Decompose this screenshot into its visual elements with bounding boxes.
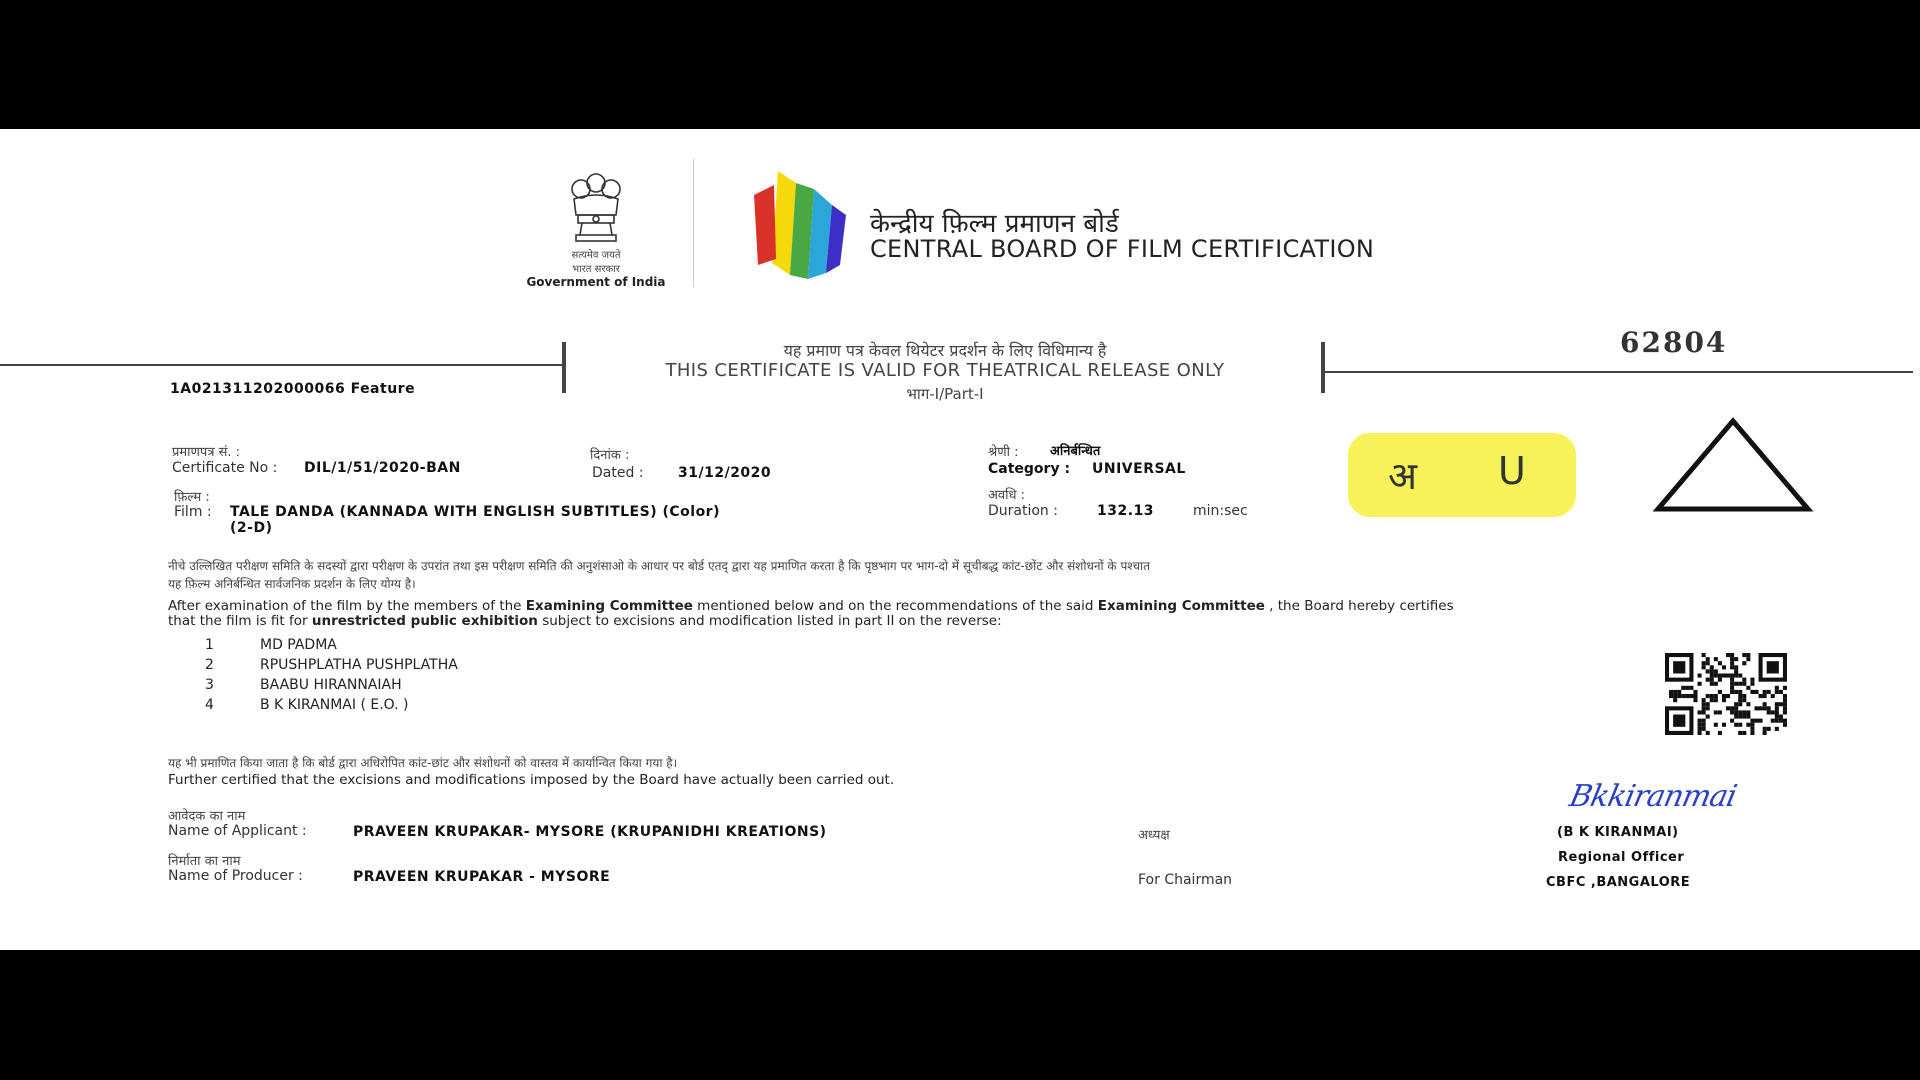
member-number: 3 — [205, 677, 214, 693]
cert-no-value: DIL/1/51/2020-BAN — [304, 460, 461, 476]
reference-number: 1A021311202000066 Feature — [170, 381, 416, 397]
list-item — [205, 697, 458, 717]
emblem-motto: सत्यमेव जयते — [571, 250, 621, 261]
duration-value: 132.13 — [1097, 503, 1155, 519]
film-format: (2-D) — [230, 520, 273, 536]
signature: Bkkiranmai — [1566, 779, 1740, 814]
category-label: Category : — [988, 461, 1071, 477]
chairman-label: For Chairman — [1138, 872, 1233, 888]
validity-hindi: यह प्रमाण पत्र केवल थियेटर प्रदर्शन के लिए विधिमान्य है — [783, 341, 1107, 360]
list-item — [205, 637, 458, 657]
member-number: 2 — [205, 657, 214, 673]
examining-committee-bold: Examining Committee — [525, 598, 693, 614]
officer-name: (B K KIRANMAI) — [1557, 825, 1679, 840]
cbfc-logo-icon — [748, 165, 853, 285]
rating-hindi-letter: अ — [1388, 454, 1418, 498]
qr-code — [1665, 653, 1787, 735]
member-name: MD PADMA — [260, 637, 337, 653]
member-name: B K KIRANMAI ( E.O. ) — [260, 697, 409, 713]
board-name-hindi: केन्द्रीय फ़िल्म प्रमाणन बोर्ड — [870, 209, 1119, 239]
officer-title: Regional Officer — [1558, 850, 1685, 865]
further-english: Further certified that the excisions and modifications imposed by the Board have actually been carried out. — [168, 772, 895, 788]
serial-number: 62804 — [1620, 326, 1728, 359]
board-name-english: CENTRAL BOARD OF FILM CERTIFICATION — [870, 235, 1375, 263]
member-number: 1 — [205, 637, 214, 653]
gov-hindi: भारत सरकार — [572, 264, 620, 275]
national-emblem-icon — [556, 169, 636, 245]
officer-office: CBFC ,BANGALORE — [1546, 875, 1691, 890]
exam-english-line1: After examination of the film by the members of the Examining Committee mentioned below and on the recommendations of the said Examining Committee , the Board hereby certifies — [168, 598, 1454, 614]
film-label: Film : — [174, 504, 212, 520]
unrestricted-bold: unrestricted public exhibition — [311, 613, 538, 629]
exam-english-line2: that the film is fit for unrestricted public exhibition subject to excisions and modification listed in part II on the reverse: — [168, 613, 1002, 629]
cert-no-label: Certificate No : — [172, 460, 278, 476]
film-title: TALE DANDA (KANNADA WITH ENGLISH SUBTITLES) (Color) — [230, 504, 720, 520]
member-name: RPUSHPLATHA PUSHPLATHA — [260, 657, 458, 673]
part-label: भाग-I/Part-I — [906, 385, 984, 403]
validity-english: THIS CERTIFICATE IS VALID FOR THEATRICAL RELEASE ONLY — [665, 360, 1225, 381]
category-value: UNIVERSAL — [1092, 461, 1186, 477]
left-rule — [0, 364, 564, 366]
applicant-value: PRAVEEN KRUPAKAR- MYSORE (KRUPANIDHI KREATIONS) — [353, 824, 827, 840]
category-hindi-value: अनिर्बन्धित — [1050, 444, 1101, 459]
further-hindi: यह भी प्रमाणित किया जाता है कि बोर्ड द्वारा अधिरोपित कांट-छांट और संशोधनों को वास्तव में कार्यान्वित किया गया है। — [168, 756, 678, 770]
category-hindi: श्रेणी : — [988, 445, 1019, 460]
emblem-block — [520, 169, 672, 289]
film-hindi: फ़िल्म : — [174, 490, 210, 505]
right-rule — [1323, 371, 1913, 373]
rating-english-letter: U — [1498, 449, 1526, 493]
list-item — [205, 677, 458, 697]
date-label: Dated : — [592, 465, 644, 481]
right-bracket — [1321, 342, 1325, 393]
exam-hindi-line1: नीचे उल्लिखित परीक्षण समिति के सदस्यों द्वारा परीक्षण के उपरांत तथा इस परीक्षण समिति की अनुशंसाओ के आधार पर बोर्ड एतद् द्वारा यह प्रमाणित करता है कि पृष्ठभाग पर भाग-दो में सूचीबद्ध कांट-छोंट और संशोधनों के पश्चात — [168, 559, 1150, 573]
rating-badge — [1348, 433, 1576, 517]
duration-hindi: अवधि : — [988, 488, 1026, 503]
member-name: BAABU HIRANNAIAH — [260, 677, 402, 693]
chairman-hindi: अध्यक्ष — [1138, 828, 1170, 843]
triangle-icon — [1650, 415, 1816, 515]
exam-hindi-line2: यह फ़िल्म अनिर्बन्धित सार्वजनिक प्रदर्शन के लिए योग्य है। — [168, 577, 416, 591]
date-hindi: दिनांक : — [590, 448, 630, 463]
cert-no-hindi: प्रमाणपत्र सं. : — [172, 445, 241, 460]
duration-unit: min:sec — [1193, 503, 1248, 519]
producer-value: PRAVEEN KRUPAKAR - MYSORE — [353, 869, 611, 885]
gov-english: Government of India — [526, 275, 666, 289]
applicant-label: Name of Applicant : — [168, 823, 307, 839]
producer-label: Name of Producer : — [168, 868, 303, 884]
list-item — [205, 657, 458, 677]
header-divider — [693, 159, 694, 287]
producer-hindi: निर्माता का नाम — [168, 854, 241, 869]
member-list — [205, 637, 458, 717]
left-bracket — [562, 342, 566, 393]
examining-committee-bold-2: Examining Committee — [1097, 598, 1265, 614]
duration-label: Duration : — [988, 503, 1058, 519]
date-value: 31/12/2020 — [678, 465, 772, 481]
member-number: 4 — [205, 697, 214, 713]
applicant-hindi: आवेदक का नाम — [168, 809, 246, 824]
certificate-page — [0, 129, 1920, 950]
